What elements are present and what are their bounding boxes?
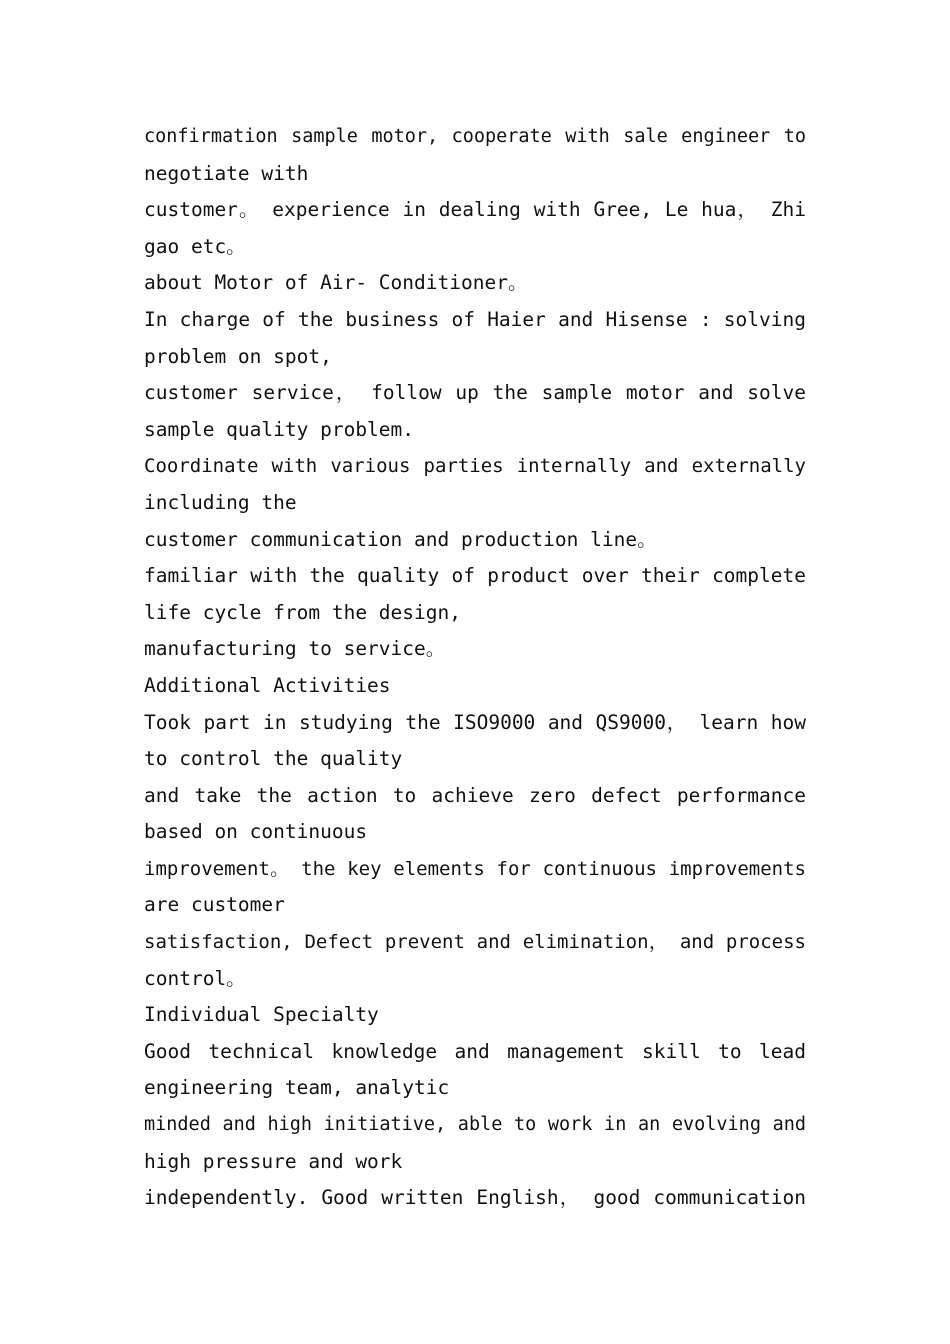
text-line: manufacturing to service。	[144, 637, 446, 661]
text-line: problem on spot,	[144, 344, 332, 368]
text-line: confirmation sample motor, cooperate with sale engineer to	[144, 126, 806, 147]
text-line: Additional Activities	[144, 673, 391, 697]
text-line: based on continuous	[144, 820, 368, 844]
text-line: satisfaction, Defect prevent and elimination， and process	[144, 931, 806, 954]
text-line: high pressure and work	[144, 1149, 403, 1173]
text-line: engineering team, analytic	[144, 1076, 450, 1100]
text-line: and take the action to achieve zero defect performance	[144, 783, 806, 807]
document-body	[144, 119, 806, 1217]
text-line: life cycle from the design,	[144, 600, 461, 624]
text-line: are customer	[144, 893, 285, 917]
text-line: including the	[144, 490, 297, 514]
text-line: customer。 experience in dealing with Gree, Le hua， Zhi	[144, 198, 806, 222]
text-line: gao etc。	[144, 234, 246, 258]
text-line: customer communication and production line。	[144, 527, 657, 551]
text-line: control。	[144, 966, 246, 990]
text-line: about Motor of Air- Conditioner。	[144, 271, 528, 295]
text-line: familiar with the quality of product over their complete	[144, 564, 806, 588]
text-line: improvement。 the key elements for continuous improvements	[144, 857, 806, 880]
text-line: Individual Specialty	[144, 1003, 379, 1027]
text-line: independently. Good written English， good communication	[144, 1186, 806, 1210]
text-line: sample quality problem.	[144, 417, 415, 441]
text-line: negotiate with	[144, 161, 309, 185]
text-line: minded and high initiative, able to work in an evolving and	[144, 1114, 806, 1136]
text-line: Coordinate with various parties internally and externally	[144, 455, 806, 478]
text-line: to control the quality	[144, 747, 403, 771]
text-line: Took part in studying the ISO9000 and QS9000， learn how	[144, 710, 806, 734]
text-line: In charge of the business of Haier and Hisense : solving	[144, 307, 806, 331]
text-line: customer service， follow up the sample motor and solve	[144, 381, 806, 405]
text-line: Good technical knowledge and management skill to lead	[144, 1039, 806, 1063]
